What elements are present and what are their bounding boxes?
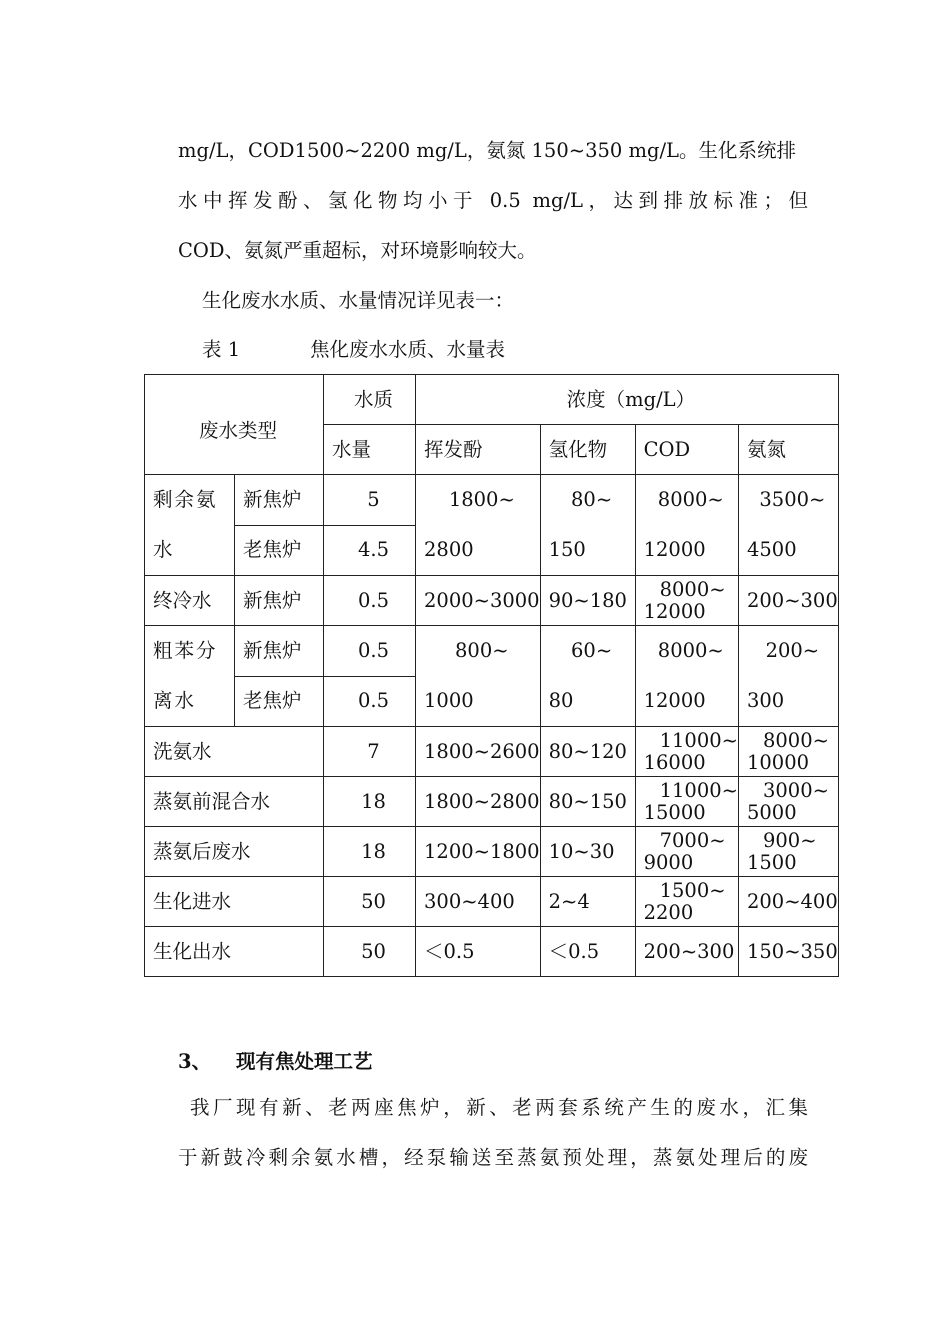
row-name-residual: 剩余氨 水 <box>145 475 235 576</box>
row-name: 蒸氨前混合水 <box>145 777 324 827</box>
water-quality-table <box>144 374 839 977</box>
cod-cell: 8000~ 12000 <box>635 626 738 727</box>
volume-cell: 18 <box>324 827 416 877</box>
table-row <box>145 777 839 827</box>
row-name: 生化出水 <box>145 927 324 977</box>
cyanide-cell: 10~30 <box>540 827 635 877</box>
volume-cell: 5 <box>324 475 416 526</box>
cyanide-cell: 80~120 <box>540 727 635 777</box>
volume-cell: 50 <box>324 927 416 977</box>
row-sub-new: 新焦炉 <box>235 576 324 626</box>
cod-cell: 11000~ 16000 <box>635 727 738 777</box>
row-name: 生化进水 <box>145 877 324 927</box>
row-name: 终冷水 <box>145 576 235 626</box>
section-heading <box>178 1046 373 1074</box>
table-caption-title: 焦化废水水质、水量表 <box>310 338 506 361</box>
volume-cell: 0.5 <box>324 626 416 677</box>
table-row <box>145 475 839 526</box>
ammonia-cell: 900~ 1500 <box>738 827 838 877</box>
paragraph-line: 我厂现有新、老两座焦炉，新、老两套系统产生的废水，汇集 <box>190 1096 808 1119</box>
header-volume: 水量 <box>324 425 416 475</box>
header-concentration: 浓度（mg/L） <box>416 375 839 425</box>
cyanide-cell: 90~180 <box>540 576 635 626</box>
paragraph-line: mg/L，COD1500~2200 mg/L，氨氮 150~350 mg/L。生化系统排 <box>178 139 796 162</box>
cyanide-cell: 80~ 150 <box>540 475 635 576</box>
cod-cell: 1500~ 2200 <box>635 877 738 927</box>
paragraph-line: 于新鼓冷剩余氨水槽，经泵输送至蒸氨预处理，蒸氨处理后的废 <box>178 1146 808 1169</box>
row-sub-old: 老焦炉 <box>235 525 324 576</box>
volume-cell: 50 <box>324 877 416 927</box>
phenol-cell: ＜0.5 <box>416 927 541 977</box>
cyanide-cell: 80~150 <box>540 777 635 827</box>
row-name: 洗氨水 <box>145 727 324 777</box>
table-row <box>145 727 839 777</box>
ammonia-cell: 3000~ 5000 <box>738 777 838 827</box>
phenol-cell: 300~400 <box>416 877 541 927</box>
row-sub-new: 新焦炉 <box>235 626 324 677</box>
cod-cell: 11000~ 15000 <box>635 777 738 827</box>
row-sub-old: 老焦炉 <box>235 676 324 727</box>
header-cyanide: 氢化物 <box>540 425 635 475</box>
ammonia-cell: 8000~ 10000 <box>738 727 838 777</box>
phenol-cell: 1800~2800 <box>416 777 541 827</box>
ammonia-cell: 200~300 <box>738 576 838 626</box>
volume-cell: 0.5 <box>324 576 416 626</box>
row-name-benzene: 粗苯分 离水 <box>145 626 235 727</box>
ammonia-cell: 200~ 300 <box>738 626 838 727</box>
header-ammonia: 氨氮 <box>738 425 838 475</box>
row-name: 蒸氨后废水 <box>145 827 324 877</box>
table-caption-label: 表 1 <box>202 338 241 361</box>
section-title: 现有焦处理工艺 <box>236 1050 373 1073</box>
paragraph-intro: 生化废水水质、水量情况详见表一： <box>202 289 515 312</box>
cod-cell: 200~300 <box>635 927 738 977</box>
cyanide-cell: ＜0.5 <box>540 927 635 977</box>
cod-cell: 7000~ 9000 <box>635 827 738 877</box>
volume-cell: 7 <box>324 727 416 777</box>
section-number: 3、 <box>178 1050 212 1073</box>
cod-cell: 8000~ 12000 <box>635 576 738 626</box>
phenol-cell: 1800~ 2800 <box>416 475 541 576</box>
phenol-cell: 800~ 1000 <box>416 626 541 727</box>
table-header-row <box>145 375 839 425</box>
volume-cell: 18 <box>324 777 416 827</box>
volume-cell: 0.5 <box>324 676 416 727</box>
header-cod: COD <box>635 425 738 475</box>
ammonia-cell: 3500~ 4500 <box>738 475 838 576</box>
ammonia-cell: 200~400 <box>738 877 838 927</box>
paragraph-line: 水中挥发酚、氢化物均小于 0.5 mg/L，达到排放标准；但 <box>178 189 808 212</box>
header-quality: 水质 <box>324 375 416 425</box>
volume-cell: 4.5 <box>324 525 416 576</box>
phenol-cell: 2000~3000 <box>416 576 541 626</box>
ammonia-cell: 150~350 <box>738 927 838 977</box>
row-sub-new: 新焦炉 <box>235 475 324 526</box>
cyanide-cell: 60~ 80 <box>540 626 635 727</box>
phenol-cell: 1200~1800 <box>416 827 541 877</box>
table-row <box>145 576 839 626</box>
paragraph-line: COD、氨氮严重超标，对环境影响较大。 <box>178 239 537 262</box>
header-type: 废水类型 <box>145 375 324 475</box>
table-row <box>145 927 839 977</box>
cod-cell: 8000~ 12000 <box>635 475 738 576</box>
table-row <box>145 626 839 677</box>
table-row <box>145 827 839 877</box>
header-phenol: 挥发酚 <box>416 425 541 475</box>
table-row <box>145 877 839 927</box>
phenol-cell: 1800~2600 <box>416 727 541 777</box>
cyanide-cell: 2~4 <box>540 877 635 927</box>
